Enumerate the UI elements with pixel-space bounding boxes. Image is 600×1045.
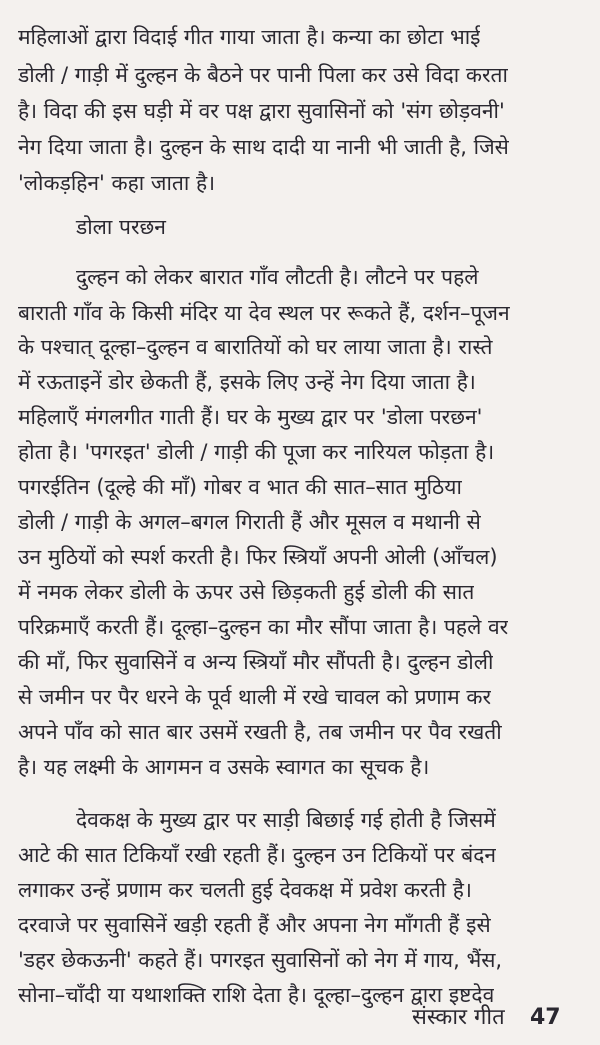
text-line: से जमीन पर पैर धरने के पूर्व थाली में रखे चावल को प्रणाम कर: [18, 685, 492, 709]
text-line: के पश्चात् दूल्हा–दुल्हन व बारातियों को घर लाया जाता है। रास्ते: [18, 335, 493, 359]
text-line: है। यह लक्ष्मी के आगमन व उसके स्वागत का सूचक है।: [18, 755, 430, 779]
text-line: 'लोकड़हिन' कहा जाता है।: [18, 171, 216, 195]
section-heading: डोला परछन: [76, 215, 166, 239]
text-line: दुल्हन को लेकर बारात गाँव लौटती है। लौटने पर पहले: [76, 265, 479, 289]
text-line: डोली / गाड़ी के अगल–बगल गिराती हैं और मूसल व मथानी से: [18, 510, 481, 534]
text-line: महिलाओं द्वारा विदाई गीत गाया जाता है। कन्या का छोटा भाई: [18, 25, 481, 49]
text-line: पगरईतिन (दूल्हे की माँ) गोबर व भात की सात–सात मुठिया: [18, 475, 462, 499]
text-line: डोली / गाड़ी में दुल्हन के बैठने पर पानी पिला कर उसे विदा करता: [18, 63, 508, 87]
text-line: बाराती गाँव के किसी मंदिर या देव स्थल पर रूकते हैं, दर्शन–पूजन: [18, 301, 510, 325]
text-line: अपने पाँव को सात बार उसमें रखती है, तब जमीन पर पैव रखती: [18, 720, 502, 744]
text-line: की माँ, फिर सुवासिनें व अन्य स्त्रियाँ मौर सौंपती है। दुल्हन डोली: [18, 650, 494, 674]
text-line: लगाकर उन्हें प्रणाम कर चलती हुई देवकक्ष में प्रवेश करती है।: [18, 878, 472, 902]
text-line: देवकक्ष के मुख्य द्वार पर साड़ी बिछाई गई होती है जिसमें: [76, 808, 496, 832]
text-line: दरवाजे पर सुवासिनें खड़ी रहती हैं और अपना नेग माँगती हैं इसे: [18, 913, 491, 937]
text-line: उन मुठियों को स्पर्श करती है। फिर स्त्रियाँ अपनी ओली (आँचल): [18, 545, 498, 569]
text-line: 'डहर छेकऊनी' कहते हैं। पगरइत सुवासिनों को नेग में गाय, भैंस,: [18, 948, 503, 972]
text-line: है। विदा की इस घड़ी में वर पक्ष द्वारा सुवासिनों को 'संग छोड़वनी': [18, 99, 505, 123]
text-line: में नमक लेकर डोली के ऊपर उसे छिड़कती हुई डोली की सात: [18, 580, 475, 604]
text-line: आटे की सात टिकियाँ रखी रहती हैं। दुल्हन उन टिकियों पर बंदन: [18, 843, 497, 867]
running-footer-title: संस्कार गीत: [412, 1005, 505, 1030]
text-line: सोना–चाँदी या यथाशक्ति राशि देता है। दूल्हा–दुल्हन द्वारा इष्टदेव: [18, 983, 495, 1007]
text-line: नेग दिया जाता है। दुल्हन के साथ दादी या नानी भी जाती है, जिसे: [18, 135, 509, 159]
page-number: 47: [530, 1005, 561, 1030]
text-line: में रऊताइनें डोर छेकती हैं, इसके लिए उन्हें नेग दिया जाता है।: [18, 370, 476, 394]
text-line: महिलाएँ मंगलगीत गाती हैं। घर के मुख्य द्वार पर 'डोला परछन': [18, 405, 483, 429]
text-line: परिक्रमाएँ करती हैं। दूल्हा–दुल्हन का मौर सौंपा जाता है। पहले वर: [18, 615, 509, 639]
text-line: होता है। 'पगरइत' डोली / गाड़ी की पूजा कर नारियल फोड़ता है।: [18, 440, 495, 464]
